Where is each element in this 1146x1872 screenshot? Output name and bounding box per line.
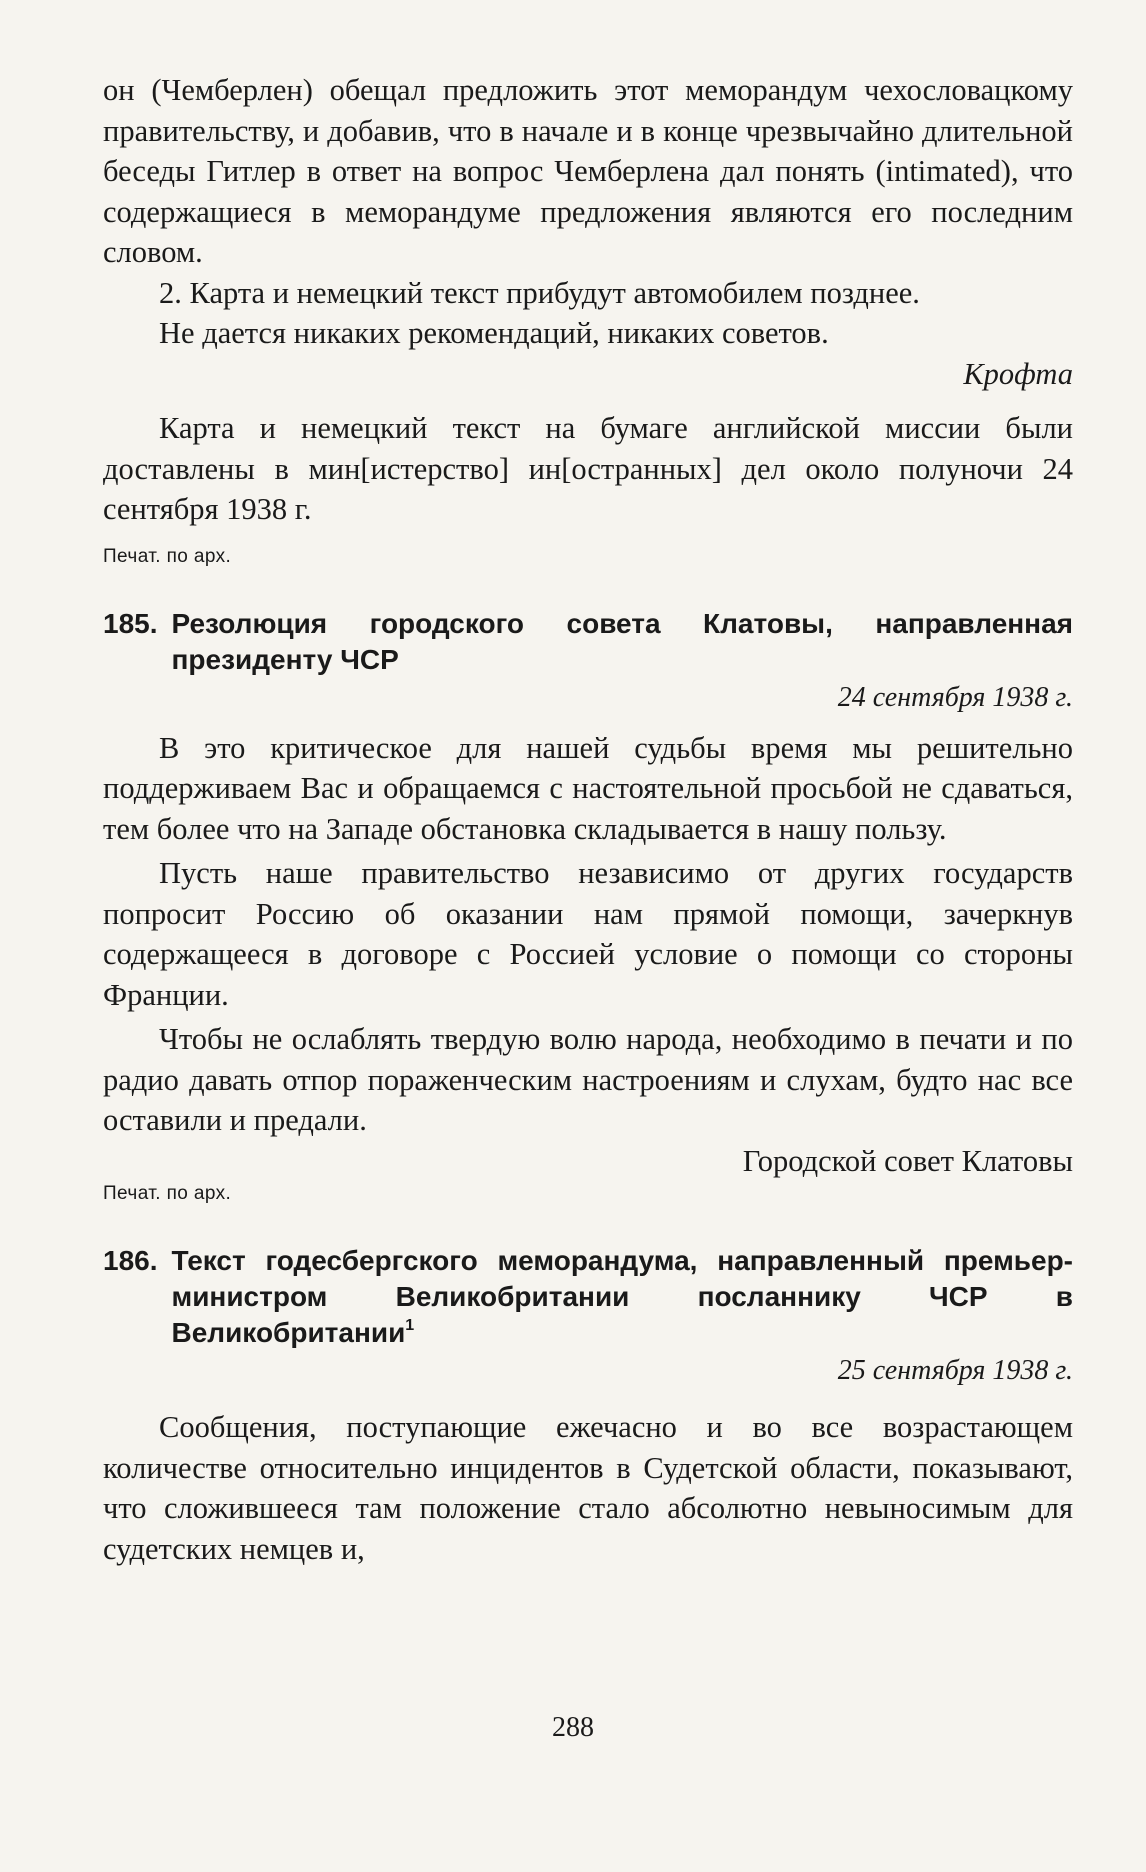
document-number: 185.: [103, 607, 158, 639]
continuation-paragraph: Не дается никаких рекомендаций, никаких советов.: [159, 316, 829, 350]
document-title: Резолюция городского совета Клатовы, направленная президенту ЧСР: [171, 607, 1073, 675]
document-date: 24 сентября 1938 г.: [837, 681, 1073, 713]
document-185-paragraph: В это критическое для нашей судьбы время мы решительно поддерживаем Вас и обращаемся с настоятельной просьбой не сдаваться, тем более что на Западе обстановка складывается в нашу пользу.: [103, 730, 1073, 846]
document-title: Текст годесбергского меморандума, направленный премьер-министром Великобритании посланнику ЧСР в Великобритании$^1$: [171, 1245, 1073, 1348]
page-content: [103, 70, 1073, 1569]
source-note: Печат. по арх.: [103, 545, 232, 567]
document-185-paragraph: Пусть наше правительство независимо от других государств попросит Россию об оказании нам прямой помощи, зачеркнув содержащееся в договоре с Россией условие о помощи со стороны Франции.: [103, 856, 1073, 1012]
document-186-heading: [103, 1243, 1073, 1351]
continuation-paragraph: 2. Карта и немецкий текст прибудут автомобилем позднее.: [159, 275, 920, 310]
signature-klatovy-council: Городской совет Клатовы: [742, 1143, 1073, 1178]
page-number: 288: [552, 1712, 594, 1743]
source-note: Печат. по арх.: [103, 1183, 232, 1204]
document-date: 25 сентября 1938 г.: [837, 1355, 1073, 1386]
footnote-marker: 1: [405, 1317, 415, 1334]
document-number: 186.: [103, 1245, 158, 1276]
continuation-paragraph: он (Чемберлен) обещал предложить этот меморандум чехословацкому правительству, и добавив, что в начале и в конце чрезвычайно длительной беседы Гитлер в ответ на вопрос Чемберлена дал понять (intimated), что содержащиеся в меморандуме предложения являются его последним словом.: [103, 73, 1073, 269]
signature-krofta: Крофта: [963, 356, 1073, 391]
document-185-heading: [103, 606, 1073, 678]
document-185-paragraph: Чтобы не ослаблять твердую волю народа, необходимо в печати и по радио давать отпор пораженческим настроениям и слухам, будто нас все оставили и предали.: [103, 1022, 1073, 1137]
document-186-paragraph: Сообщения, поступающие ежечасно и во все возрастающем количестве относительно инцидентов в Судетской области, показывают, что сложившееся там положение стало абсолютно невыносимым для судетских немцев и,: [103, 1410, 1073, 1566]
archival-note-paragraph: Карта и немецкий текст на бумаге английской миссии были доставлены в мин[истерство] ин[остранных] дел около полуночи 24 сентября 1938 г.: [103, 411, 1073, 526]
